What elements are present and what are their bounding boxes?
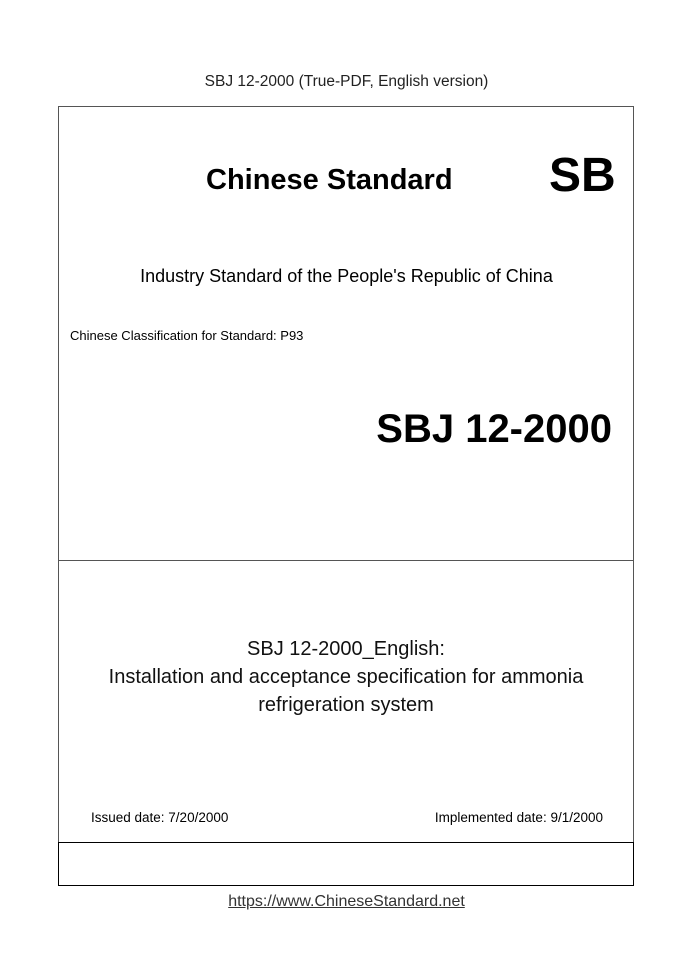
page-header: SBJ 12-2000 (True-PDF, English version) [204,73,489,90]
document-title [60,635,632,719]
classification-label: Chinese Classification for Standard: P93 [70,328,304,343]
document-type-title: Chinese Standard [206,164,453,196]
standard-code-logo: SB [549,149,616,202]
website-link[interactable]: https://www.ChineseStandard.net [228,893,465,910]
title-line-3: refrigeration system [258,694,434,716]
title-line-2: Installation and acceptance specification for ammonia [108,666,584,688]
issued-date: Issued date: 7/20/2000 [91,810,229,825]
industry-standard-label: Industry Standard of the People's Republic of China [140,266,553,286]
implemented-date: Implemented date: 9/1/2000 [434,810,603,825]
cover-footer-frame [58,842,634,886]
standard-number: SBJ 12-2000 [376,407,612,451]
title-line-1: SBJ 12-2000_English: [247,638,445,660]
